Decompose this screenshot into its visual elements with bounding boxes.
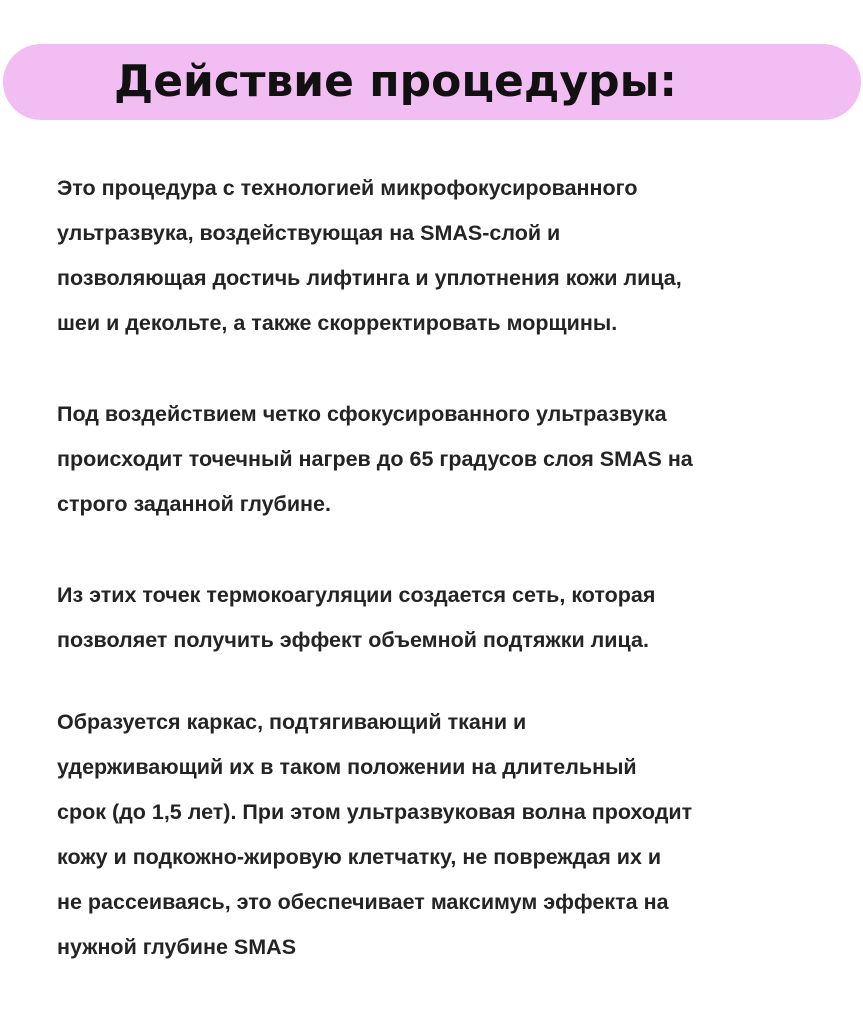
paragraph-heating-effect: Под воздействием четко сфокусированного ультразвука происходит точечный нагрев до 65 градусов слоя SMAS на строго заданной глубине. [57,402,693,516]
page-title: Действие процедуры: [114,56,677,107]
paragraph-thermocoagulation-network: Из этих точек термокоагуляции создается сеть, которая позволяет получить эффект объемной подтяжки лица. [57,583,656,652]
paragraph-procedure-description: Это процедура с технологией микрофокусированного ультразвука, воздействующая на SMAS-слой и позволяющая достичь лифтинга и уплотнения кожи лица, шеи и декольте, а также скорректировать морщины. [57,176,682,335]
paragraph-frame-formation: Образуется каркас, подтягивающий ткани и удерживающий их в таком положении на длительный срок (до 1,5 лет). При этом ультразвуковая волна проходит кожу и подкожно-жировую клетчатку, не повреждая их и не рассеиваясь, это обеспечивает максимум эффекта на нужной глубине SMAS [57,710,693,959]
